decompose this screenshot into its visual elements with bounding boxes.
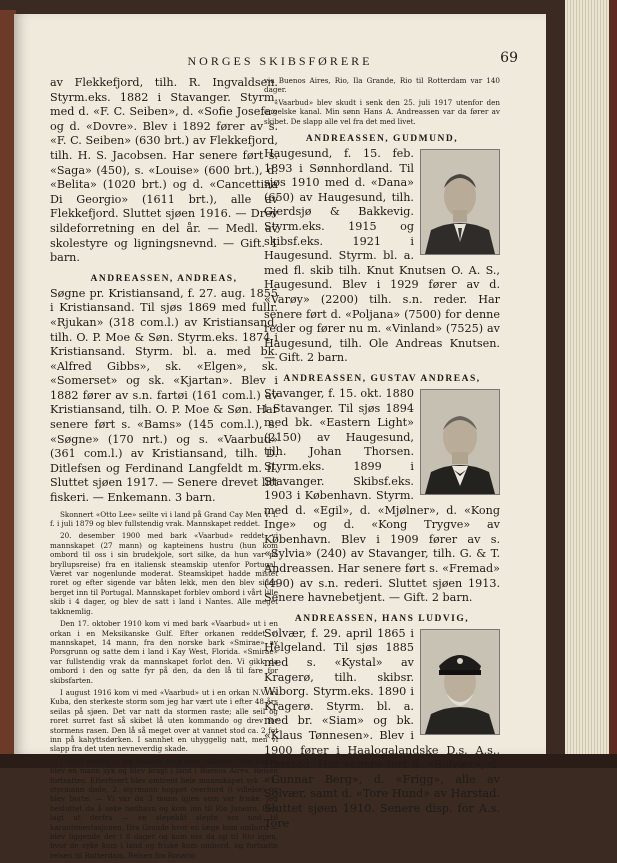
entry-heading: ANDREASSEN, HANS LUDVIG, bbox=[294, 613, 470, 624]
entry-gustav bbox=[264, 374, 500, 606]
running-title: NORGES SKIBSFØRERE bbox=[187, 54, 373, 68]
entry-heading: ANDREASSEN, GUDMUND, bbox=[305, 134, 459, 145]
note-paragraph: Skonnert «Otto Lee» seilte vi i land på Grand Cay Men V. I. f. i juli 1879 og blev fullstendig vrak. Mannskapet reddet. bbox=[50, 509, 278, 529]
note-paragraph: 20. desember 1900 med bark «Vaarbud» reddet vi mannskapet (27 mann) og kapteinens hustru (hun kom ombord til oss i sin brudekjole, sort silke, da hun var på bryllupsreise) fra en italiensk steamskip utenfor Portugal. Været var nogenlunde moderat. Steamskipet hadde mistet roret og efter sigende var båten lekk, men den blev siden berget inn til Portugal. Mannskapet forblev ombord i vårt lille skib i 4 dager, og blev de satt i land i Nantes. Alle meget takknemlig. bbox=[50, 531, 278, 616]
page-stack-edge bbox=[565, 0, 617, 768]
entry-hans bbox=[264, 614, 500, 831]
note-paragraph: I august 1916 kom vi med «Vaarbud» ut i en orkan N.V. av Kuba, den sterkeste storm som jeg har vært ute i efter 48 års seilas på sjøen. Det var natt da stormen raste; alle seil og roret surret fast så skibet lå uten kommando og drev for stormens rasen. Den lå så meget over at vannet stod ca. 2 fot inn på kahyttsdørken. I sannhet en uhyggelig natt, men vi slapp fra det uten nevneverdig skade. bbox=[50, 687, 278, 754]
entry-text: Solvær, f. 29. april 1865 i Helgeland. Til sjøs 1885 med s. «Kystal» av Kragerø, tilh. skibsr. Wiborg. Styrm.eks. 1890 i Kragerø. Styrm. bl. a. med br. «Siam» og bk. «Klaus Tønnesen». Blev i 1900 fører i Haalogalandske D.s. A.s., Harstad. Har senere ført d. «Solvær», d. «Gunnar Berg», d. «Frigg», alle av Solvær, samt d. «Tore Hund» av Harstad. Sluttet sjøen 1910. Senere disp. for A.s. Tore bbox=[264, 626, 500, 830]
portrait-image bbox=[421, 390, 499, 494]
portrait-photo bbox=[420, 149, 500, 255]
page-number: 69 bbox=[500, 50, 518, 66]
continued-notes bbox=[264, 76, 500, 126]
note-paragraph: Den 17. oktober 1910 kom vi med bark «Vaarbud» ut i en orkan i en Meksikanske Gulf. Efter orkanen reddet vi mannskapet, 14 mann, fra den norske bark «Smirae» av Porsgrunn og satte dem i land i Kay West, Florida. «Smirae» var fullstendig vrak da mannskapet forlot den. Vi gikk da ombord i den og satte fyr på den, da den lå til fare for skibsfarten. bbox=[50, 619, 278, 685]
note-paragraph: «Vaarbud» blev skudt i senk den 25. juli 1917 utenfor den engelske kanal. Min sønn Hans A. Andreassen var da fører av skibet. De slapp alle vel fra det med livet. bbox=[264, 97, 500, 126]
right-column bbox=[264, 76, 500, 837]
entry-text: Stavanger, f. 15. okt. 1880 i Stavanger. Til sjøs 1894 med bk. «Eastern Light» (2150) av Haugesund, tilh. Johan Thorsen. Styrm.eks. 1899 i Stavanger. Skibsf.eks. 1903 i København. Styrm. med d. «Egil», d. «Mjølner», d. «Kong Inge» og d. «Kong Trygve» av København. Blev i 1909 fører av s. «Sylvia» (240) av Stavanger, tilh. G. & T. Andreassen. Har senere ført s. «Fremad» (490) av s.n. rederi. Sluttet sjøen 1913. Senere havnebetjent. — Gift. 2 barn. bbox=[264, 386, 500, 605]
note-paragraph: via Buenos Aires, Rio, Ila Grande, Rio til Rotterdam var 140 dager. bbox=[264, 76, 500, 95]
portrait-photo bbox=[420, 389, 500, 495]
entry-heading: ANDREASSEN, ANDREAS, bbox=[90, 273, 238, 284]
left-column bbox=[50, 76, 278, 863]
entry-notes bbox=[50, 510, 278, 861]
continued-entry-text: av Flekkefjord, tilh. R. Ingvaldsen. Styrm.eks. 1882 i Stavanger. Styrm. med d. «F. C. Seiben», d. «Sofie Josefa» og d. «Dovre». Blev i 1892 fører av s. «F. C. Seiben» (630 brt.) av Flekkefjord, tilh. H. S. Jacobsen. Har senere ført s. «Saga» (450), s. «Louise» (600 brt.), d. «Belita» (1020 brt.) og d. «Cancettina Di Georgio» (1611 brt.), alle av Flekkefjord. Sluttet sjøen 1916. — Drev sildeforretning en del år. — Medl. av skolestyre og ligningsnevnd. — Gift. 1 barn. bbox=[50, 76, 278, 265]
entry-gudmund bbox=[264, 134, 500, 366]
note-paragraph: I 1887 avgikk vi fra Rosario med bark «Bams». Ned floden blev en mann syk og blev bragt i land i Buenos Aires. Reisen fortsattes. Efterhvert blev omtrent hele mannskapet syk — 1. styrmann døde, 2. styrmann hoppet overbord (i villelse) og blev borte. — Vi var da 3 mann igjen som var friske. Jeg besluttet da å søke nødhavn og kom inn til Rio Janeiro. Blev lagt ut derfra — en slepebåt slepte oss ned til karantenestasjonen. Ifra Grande hvor en læge kom ombord — blev liggende der i 8 dager og kom oss da op til Rio igjen, hvor de syke kom i land og friske kom ombord, og fortsatte reisen til Rotterdam. Reisen fra Rosario bbox=[50, 756, 278, 860]
portrait-image bbox=[421, 150, 499, 254]
entry-text: Haugesund, f. 15. feb. 1893 i Sønnhordland. Til sjøs 1910 med d. «Dana» (650) av Haugesund, tilh. Gjerdsjø & Bakkevig. Styrm.eks. 1915 og skibsf.eks. 1921 i Haugesund. Styrm. bl. a. med fl. skib tilh. Knut Knutsen O. A. S., Haugesund. Blev i 1929 fører av d. «Varøy» (2200) tilh. s.n. reder. Har senere ført d. «Poljana» (7500) for denne reder og fører nu m. «Vinland» (7525) av Haugesund, tilh. Ole Andreas Knutsen. — Gift. 2 barn. bbox=[264, 147, 500, 365]
entry-heading: ANDREASSEN, GUSTAV ANDREAS, bbox=[283, 373, 481, 384]
portrait-image bbox=[421, 630, 499, 734]
book-page bbox=[14, 14, 546, 860]
portrait-photo bbox=[420, 629, 500, 735]
entry-text: Søgne pr. Kristiansand, f. 27. aug. 1855 i Kristiansand. Til sjøs 1869 med fullr. «Rjukan» (318 com.l.) av Kristiansand, tilh. O. P. Moe & Søn. Styrm.eks. 1874 i Kristiansand. Styrm. bl. a. med bk. «Alfred Gibbs», sk. «Elgen», sk. «Somerset» og sk. «Kjartan». Blev i 1882 fører av s.n. fartøi (161 com.l.) av Kristiansand, tilh. O. P. Moe & Søn. Har senere ført s. «Bams» (145 com.l.), s. «Søgne» (170 nrt.) og s. «Vaarbud» (361 com.l.) av Kristiansand, tilh. D. Ditlefsen og Ferdinand Langfeldt m. fl. Sluttet sjøen 1917. — Senere drevet litt fiskeri. — Enkemann. 3 barn. bbox=[50, 286, 278, 505]
